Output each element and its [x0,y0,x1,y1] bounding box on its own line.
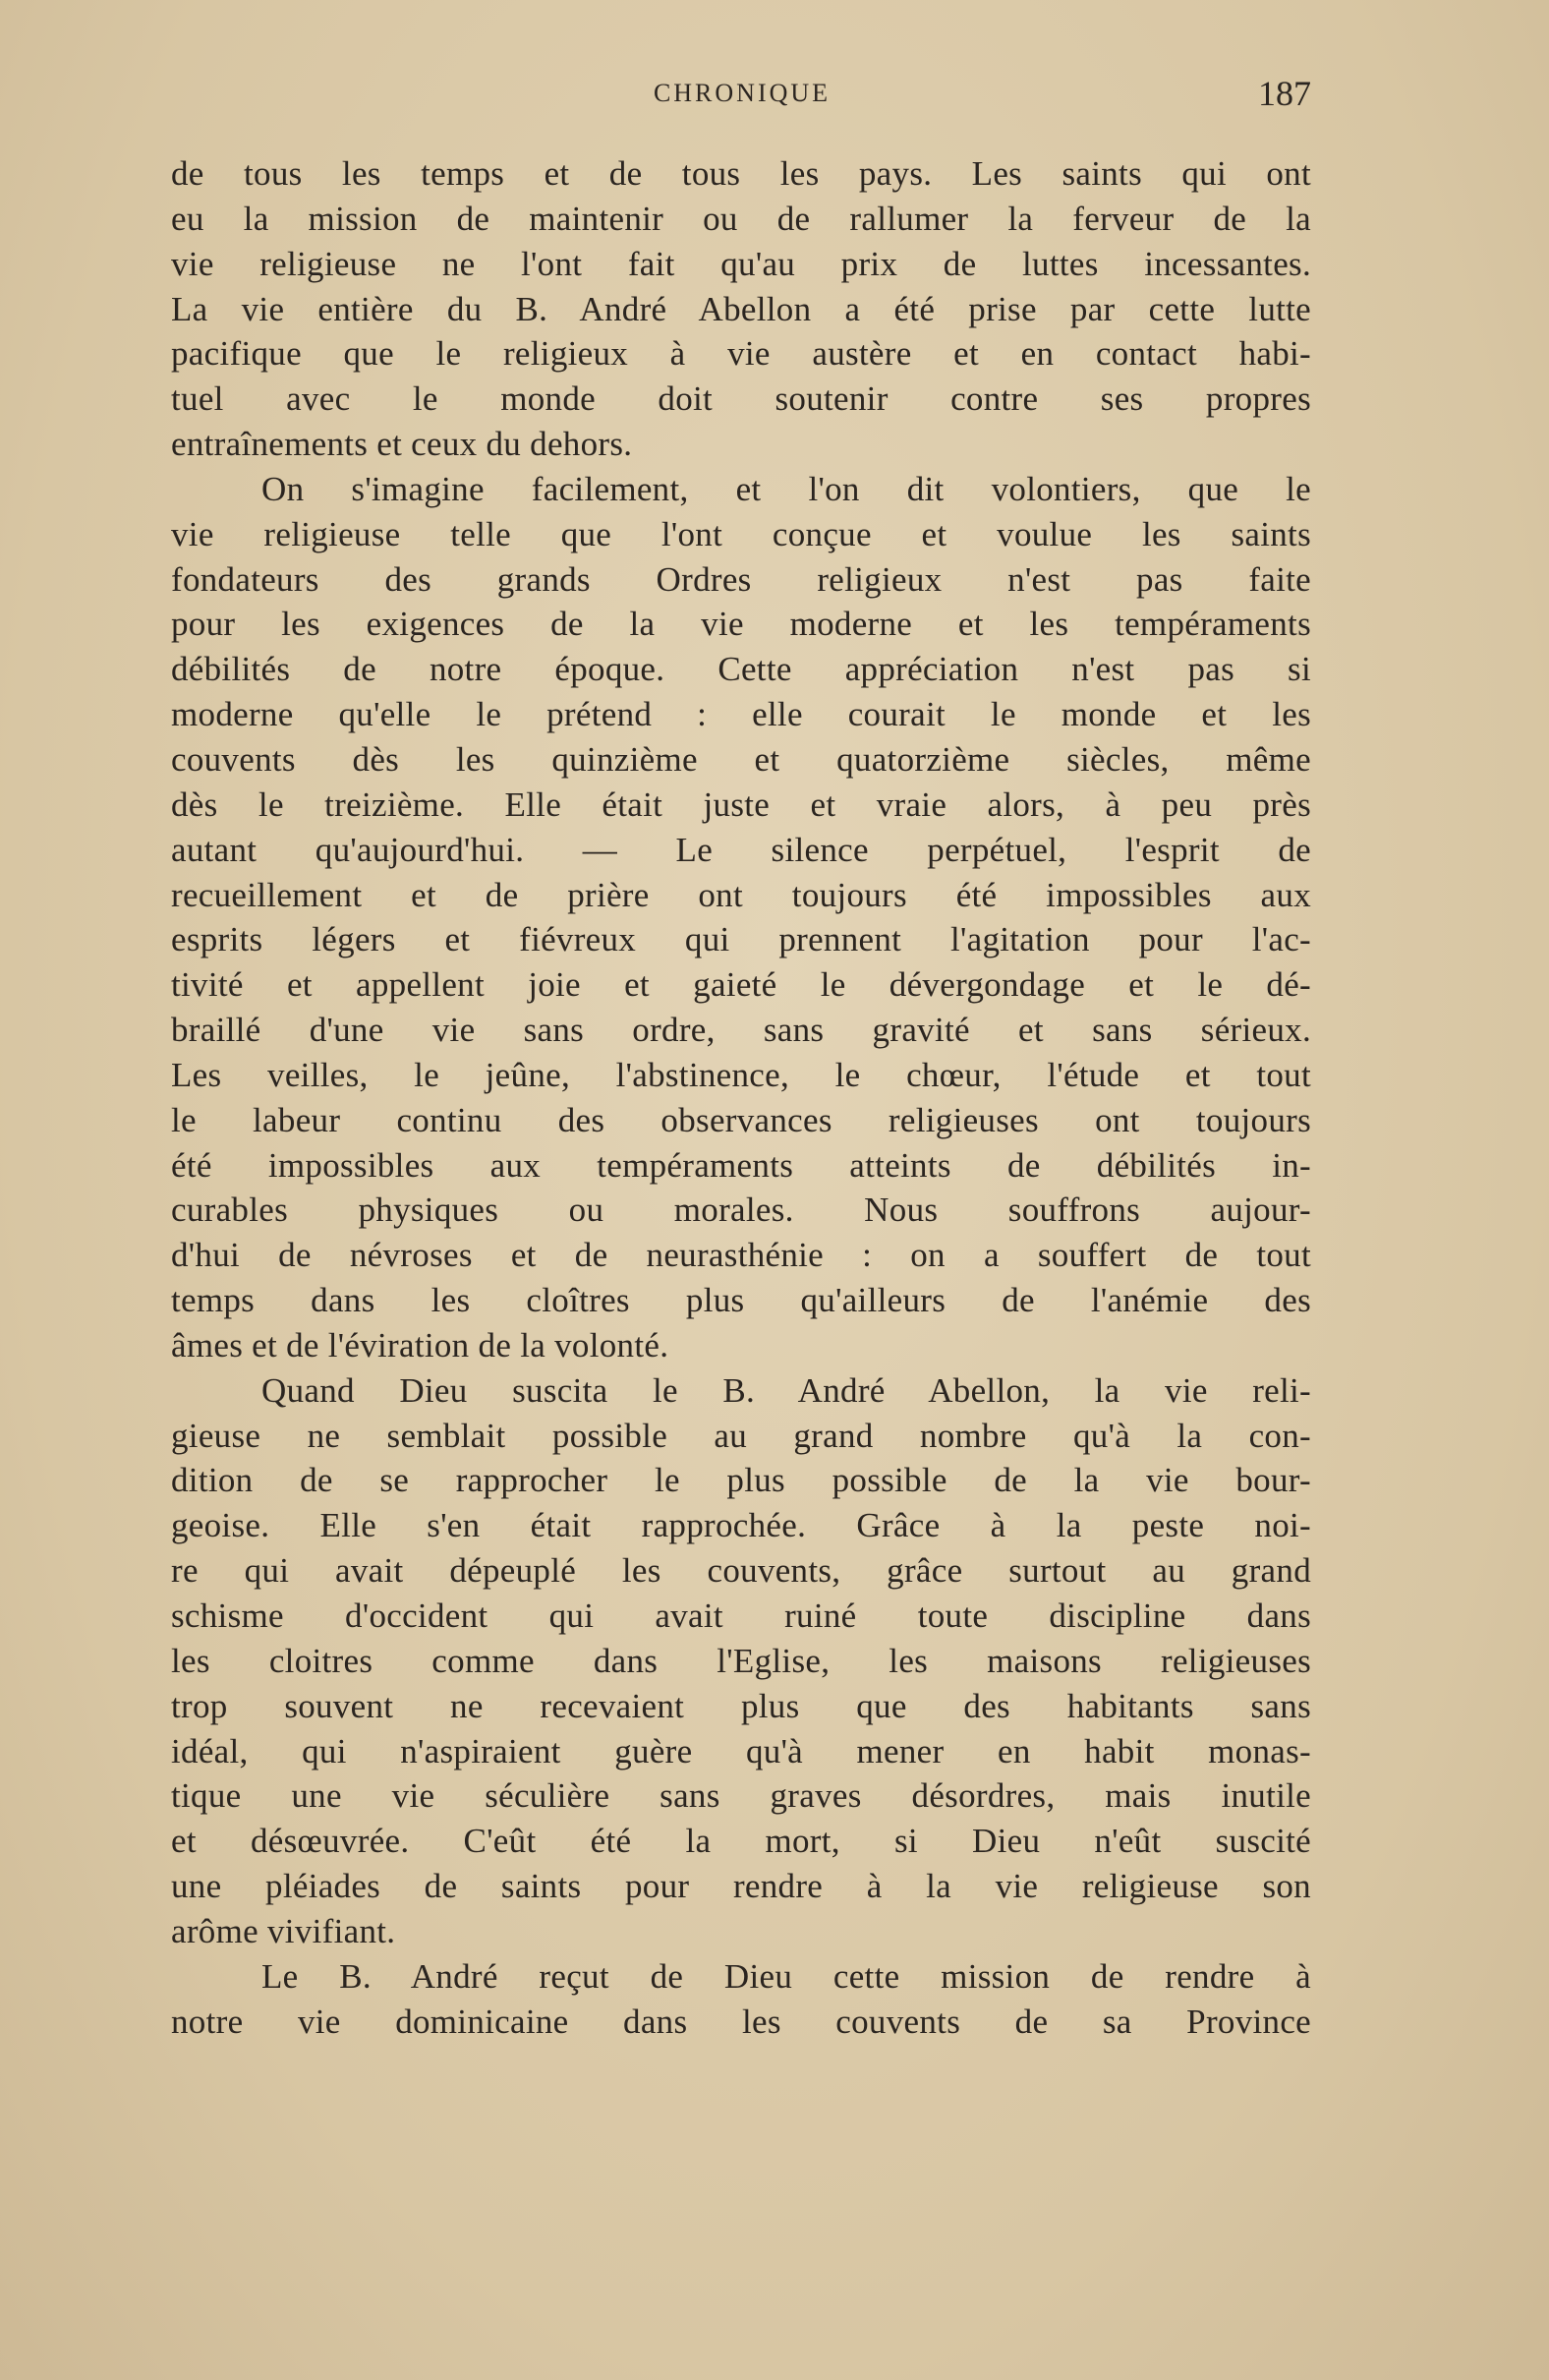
text-line: d'hui de névroses et de neurasthénie : on a souffert de tout [171,1236,1311,1275]
text-line: idéal, qui n'aspiraient guère qu'à mener en habit monas- [171,1731,1311,1770]
text-line: dès le treizième. Elle était juste et vraie alors, à peu près [171,784,1311,824]
text-line: tique une vie séculière sans graves désordres, mais inutile [171,1776,1311,1816]
body-text [171,151,1311,2044]
text-line: le labeur continu des observances religieuses ont toujours [171,1100,1311,1139]
text-line: autant qu'aujourd'hui. — Le silence perpétuel, l'esprit de [171,830,1311,869]
text-line: recueillement et de prière ont toujours été impossibles aux [171,875,1311,914]
paragraph-start-line: On s'imagine facilement, et l'on dit volontiers, que le [261,469,1311,508]
text-line: vie religieuse telle que l'ont conçue et voulue les saints [171,514,1311,553]
text-line: été impossibles aux tempéraments atteints de débilités in- [171,1145,1311,1185]
text-line: âmes et de l'éviration de la volonté. [171,1325,669,1364]
paragraph-start-line: Quand Dieu suscita le B. André Abellon, la vie reli- [261,1370,1311,1410]
text-line: pacifique que le religieux à vie austère et en contact habi- [171,334,1311,374]
paragraph-start-line: Le B. André reçut de Dieu cette mission de rendre à [261,1956,1311,1996]
text-line: vie religieuse ne l'ont fait qu'au prix de luttes incessantes. [171,244,1311,283]
running-head [173,74,1311,116]
text-line: dition de se rapprocher le plus possible de la vie bour- [171,1461,1311,1500]
text-line: schisme d'occident qui avait ruiné toute discipline dans [171,1596,1311,1635]
text-line: de tous les temps et de tous les pays. Les saints qui ont [171,154,1311,193]
text-line: esprits légers et fiévreux qui prennent l'agitation pour l'ac- [171,920,1311,959]
text-line: moderne qu'elle le prétend : elle courait le monde et les [171,695,1311,734]
text-line: La vie entière du B. André Abellon a été prise par cette lutte [171,289,1311,328]
text-line: et désœuvrée. C'eût été la mort, si Dieu n'eût suscité [171,1822,1311,1861]
text-line: braillé d'une vie sans ordre, sans gravité et sans sérieux. [171,1011,1311,1050]
text-line: tuel avec le monde doit soutenir contre ses propres [171,379,1311,419]
text-line: les cloitres comme dans l'Eglise, les maisons religieuses [171,1641,1311,1680]
text-line: couvents dès les quinzième et quatorzième siècles, même [171,739,1311,779]
text-line: une pléiades de saints pour rendre à la vie religieuse son [171,1867,1311,1906]
page-number: 187 [1258,74,1311,113]
text-line: arôme vivifiant. [171,1911,396,1950]
text-line: curables physiques ou morales. Nous souffrons aujour- [171,1190,1311,1230]
text-line: débilités de notre époque. Cette appréciation n'est pas si [171,650,1311,689]
text-line: fondateurs des grands Ordres religieux n'est pas faite [171,559,1311,599]
text-line: gieuse ne semblait possible au grand nombre qu'à la con- [171,1416,1311,1455]
text-line: geoise. Elle s'en était rapprochée. Grâce à la peste noi- [171,1506,1311,1545]
text-line: Les veilles, le jeûne, l'abstinence, le chœur, l'étude et tout [171,1055,1311,1094]
text-line: re qui avait dépeuplé les couvents, grâce surtout au grand [171,1551,1311,1591]
text-line: notre vie dominicaine dans les couvents de sa Province [171,2002,1311,2041]
text-line: temps dans les cloîtres plus qu'ailleurs de l'anémie des [171,1281,1311,1320]
running-title: CHRONIQUE [653,79,832,107]
text-line: trop souvent ne recevaient plus que des habitants sans [171,1686,1311,1725]
text-line: entraînements et ceux du dehors. [171,425,633,464]
text-line: tivité et appellent joie et gaieté le dévergondage et le dé- [171,965,1311,1005]
text-line: pour les exigences de la vie moderne et les tempéraments [171,605,1311,644]
text-line: eu la mission de maintenir ou de rallumer la ferveur de la [171,199,1311,238]
